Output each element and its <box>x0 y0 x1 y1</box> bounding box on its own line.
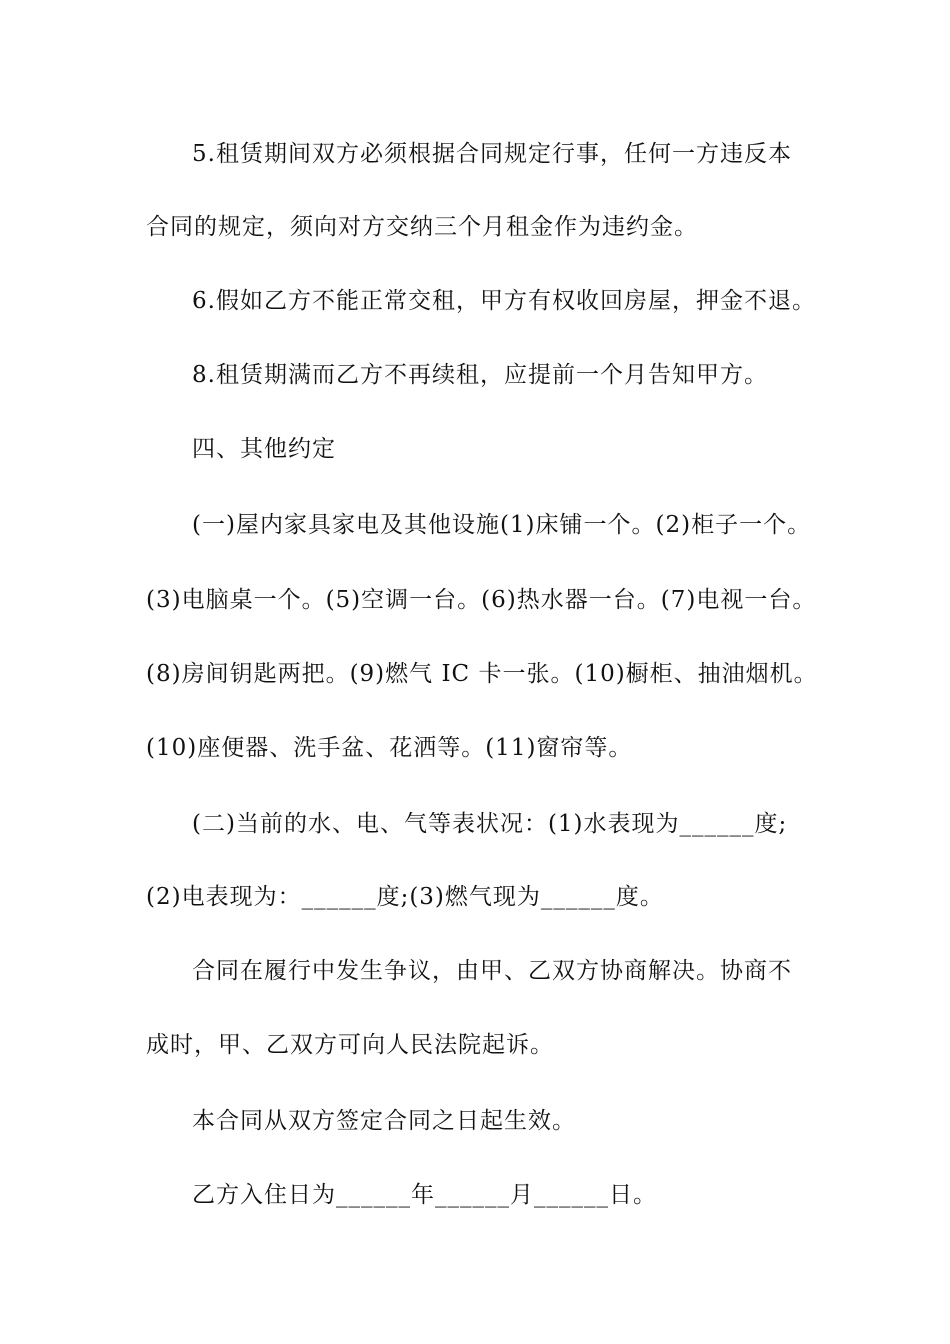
effective-clause: 本合同从双方签定合同之日起生效。 <box>192 1108 576 1134</box>
clause-5-line-1: 5.租赁期间双方必须根据合同规定行事，任何一方违反本 <box>192 141 792 167</box>
meter-readings-line-1: (二)当前的水、电、气等表状况：(1)水表现为______度; <box>192 811 788 837</box>
clause-8: 8.租赁期满而乙方不再续租，应提前一个月告知甲方。 <box>192 362 768 388</box>
dispute-clause-line-2: 成时，甲、乙双方可向人民法院起诉。 <box>146 1032 554 1058</box>
clause-5-line-2: 合同的规定，须向对方交纳三个月租金作为违约金。 <box>146 214 698 240</box>
section-heading-other-agreements: 四、其他约定 <box>192 436 336 462</box>
furniture-list-line-2: (3)电脑桌一个。(5)空调一台。(6)热水器一台。(7)电视一台。 <box>146 587 817 613</box>
furniture-list-line-3: (8)房间钥匙两把。(9)燃气 IC 卡一张。(10)橱柜、抽油烟机。 <box>146 661 818 687</box>
dispute-clause-line-1: 合同在履行中发生争议，由甲、乙双方协商解决。协商不 <box>192 958 792 984</box>
meter-readings-line-2: (2)电表现为：______度;(3)燃气现为______度。 <box>146 884 664 910</box>
furniture-list-line-1: (一)屋内家具家电及其他设施(1)床铺一个。(2)柜子一个。 <box>192 512 812 538</box>
move-in-date: 乙方入住日为______年______月______日。 <box>192 1182 657 1208</box>
furniture-list-line-4: (10)座便器、洗手盆、花洒等。(11)窗帘等。 <box>146 735 633 761</box>
clause-6: 6.假如乙方不能正常交租，甲方有权收回房屋，押金不退。 <box>192 288 816 314</box>
